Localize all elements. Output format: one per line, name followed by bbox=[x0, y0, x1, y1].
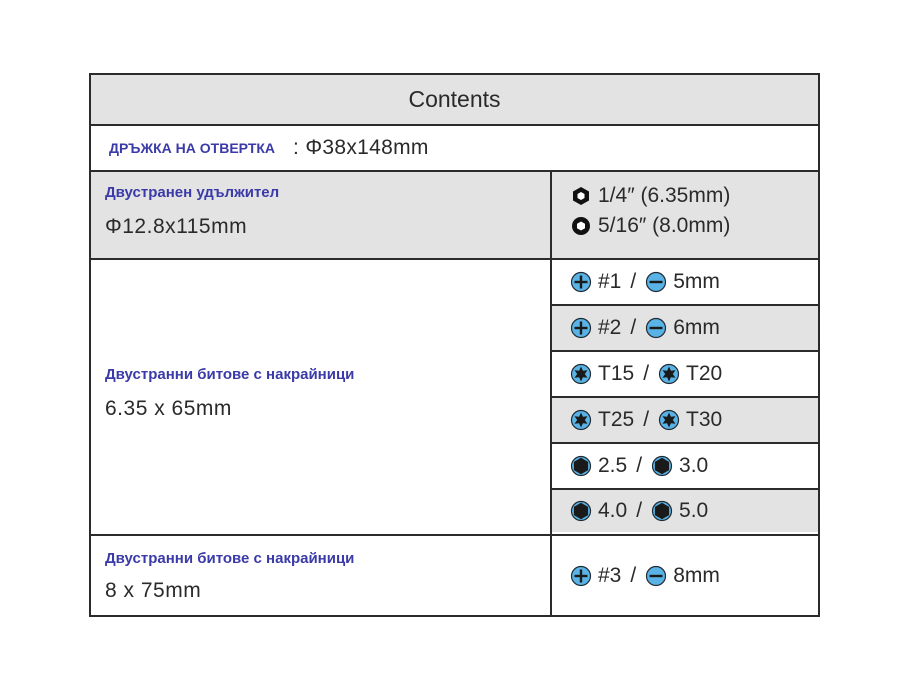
bit-pair bbox=[570, 454, 708, 478]
handle-row bbox=[91, 126, 818, 170]
hex-icon bbox=[570, 500, 592, 522]
bit-left-label: #3 bbox=[598, 563, 622, 587]
bit-right-label: 5mm bbox=[673, 270, 720, 293]
bit-left-label: 2.5 bbox=[598, 454, 628, 477]
bits-short-size: 6.35 x 65mm bbox=[105, 397, 232, 420]
bit-right-label: 5.0 bbox=[679, 499, 709, 522]
bits-long-size: 8 x 75mm bbox=[105, 579, 202, 602]
torx-icon bbox=[658, 409, 680, 431]
bit-separator: / bbox=[643, 362, 650, 385]
extension-title: Двустранен удължител bbox=[105, 184, 280, 201]
slotted-icon bbox=[645, 317, 667, 339]
bit-pair bbox=[570, 408, 722, 432]
phillips-icon bbox=[570, 271, 592, 293]
table-header bbox=[91, 75, 818, 124]
bit-separator: / bbox=[636, 454, 643, 477]
bit-left-label: 4.0 bbox=[598, 499, 628, 522]
extension-cell bbox=[91, 172, 550, 258]
bit-row bbox=[552, 536, 818, 615]
bit-row bbox=[552, 306, 818, 350]
contents-table bbox=[89, 73, 820, 617]
slotted-icon bbox=[645, 565, 667, 587]
bit-pair bbox=[570, 564, 720, 588]
table-title: Contents bbox=[408, 86, 501, 112]
bit-row bbox=[552, 398, 818, 442]
bit-row bbox=[552, 260, 818, 304]
bit-left-label: #1 bbox=[598, 270, 622, 293]
bit-left-label: T25 bbox=[598, 408, 635, 431]
handle-value: : Φ38x148mm bbox=[293, 136, 429, 159]
torx-icon bbox=[658, 363, 680, 385]
bit-separator: / bbox=[630, 270, 637, 293]
bit-right-label: 6mm bbox=[673, 316, 720, 339]
handle-label: ДРЪЖКА НА ОТВЕРТКА bbox=[109, 140, 276, 156]
bit-separator: / bbox=[643, 408, 650, 431]
hex-socket-icon bbox=[570, 185, 592, 207]
bits-short-title: Двустранни битове с накрайници bbox=[105, 366, 355, 383]
bit-pair bbox=[570, 270, 720, 294]
bit-right-label: T30 bbox=[686, 408, 723, 431]
bit-row bbox=[552, 352, 818, 396]
bit-left-label: T15 bbox=[598, 362, 635, 385]
hex-icon bbox=[570, 455, 592, 477]
socket-label: 5/16″ (8.0mm) bbox=[598, 214, 731, 237]
hex-icon bbox=[651, 500, 673, 522]
bit-right-label: T20 bbox=[686, 362, 723, 385]
socket-item bbox=[570, 214, 818, 238]
slotted-icon bbox=[645, 271, 667, 293]
socket-label: 1/4″ (6.35mm) bbox=[598, 184, 731, 207]
torx-icon bbox=[570, 409, 592, 431]
bit-separator: / bbox=[636, 499, 643, 522]
torx-icon bbox=[570, 363, 592, 385]
bits-short-cell bbox=[91, 260, 550, 534]
round-socket-icon bbox=[570, 215, 592, 237]
bit-pair bbox=[570, 499, 708, 523]
bit-pair bbox=[570, 316, 720, 340]
bit-separator: / bbox=[630, 316, 637, 339]
hex-icon bbox=[651, 455, 673, 477]
bits-long-cell bbox=[91, 536, 550, 615]
socket-item bbox=[570, 184, 818, 208]
extension-size: Φ12.8x115mm bbox=[105, 215, 248, 238]
phillips-icon bbox=[570, 565, 592, 587]
bit-left-label: #2 bbox=[598, 316, 622, 339]
extension-sockets-cell bbox=[552, 172, 818, 258]
bit-row bbox=[552, 444, 818, 488]
bit-right-label: 8mm bbox=[673, 563, 720, 587]
bits-long-title: Двустранни битове с накрайници bbox=[105, 550, 355, 567]
bit-separator: / bbox=[630, 563, 637, 587]
bit-row bbox=[552, 490, 818, 532]
bit-right-label: 3.0 bbox=[679, 454, 709, 477]
bit-pair bbox=[570, 362, 722, 386]
divider bbox=[550, 172, 552, 258]
phillips-icon bbox=[570, 317, 592, 339]
